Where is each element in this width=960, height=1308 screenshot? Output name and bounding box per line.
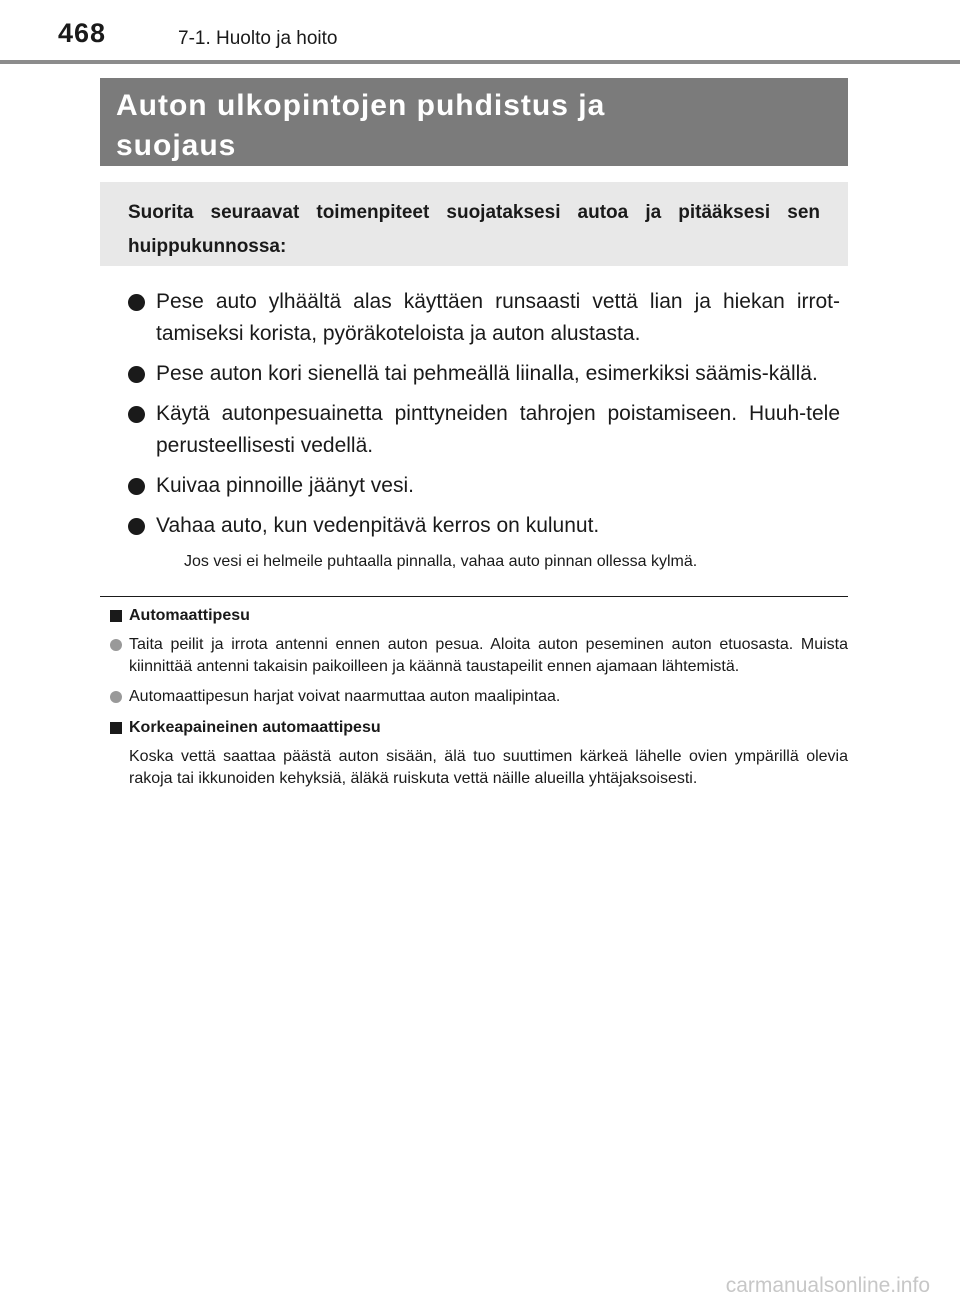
list-item (110, 634, 848, 678)
list-item (128, 358, 840, 390)
section-title-box (100, 78, 848, 166)
square-bullet-icon (110, 722, 122, 734)
note-text: Taita peilit ja irrota antenni ennen auton pesua. Aloita auton peseminen auton etuosasta. Muista kiinnittää antenni takaisin paikoilleen ja käännä taustapeilit ennen ajamaan lähtemistä. (129, 636, 848, 675)
note-heading-auto-wash (110, 604, 848, 628)
list-item (128, 510, 840, 574)
list-item (128, 470, 840, 502)
square-bullet-icon (110, 610, 122, 622)
wax-note: Jos vesi ei helmeile puhtaalla pinnalla, vahaa auto pinnan ollessa kylmä. (184, 553, 698, 570)
note-heading-text: Korkeapaineinen automaattipesu (129, 719, 381, 736)
section-divider (100, 596, 848, 597)
note-heading-high-pressure (110, 716, 848, 740)
header-rule (0, 60, 960, 64)
high-pressure-note-text: Koska vettä saattaa päästä auton sisään, älä tuo suuttimen kärkeä lähelle ovien ympärillä olevia rakoja tai ikkunoiden kehyksiä, äläkä ruiskuta vettä näille alueilla yhtäjaksoisesti. (129, 748, 848, 787)
cleaning-steps-list (128, 286, 840, 582)
note-heading-text: Automaattipesu (129, 607, 250, 624)
page-header (0, 0, 960, 66)
list-item (110, 686, 848, 708)
section-title-line-2: suojaus (116, 129, 237, 162)
list-item (128, 286, 840, 350)
circle-bullet-icon (110, 639, 122, 651)
circle-bullet-icon (110, 691, 122, 703)
bullet-icon (128, 406, 145, 423)
section-title-line-1: Auton ulkopintojen puhdistus ja (116, 89, 606, 122)
bullet-icon (128, 294, 145, 311)
intro-box (100, 182, 848, 266)
section-label: 7-1. Huolto ja hoito (178, 28, 338, 49)
notes-section (110, 604, 848, 790)
step-text: Pese auto ylhäältä alas käyttäen runsaasti vettä lian ja hiekan irrot-tamiseksi korista, pyöräkoteloista ja auton alustasta. (156, 290, 840, 345)
note-text: Automaattipesun harjat voivat naarmuttaa auton maalipintaa. (129, 688, 561, 705)
step-text: Pese auton kori sienellä tai pehmeällä liinalla, esimerkiksi säämis-källä. (156, 362, 818, 385)
watermark-link[interactable]: carmanualsonline.info (725, 1274, 930, 1297)
page-number: 468 (58, 18, 107, 48)
bullet-icon (128, 478, 145, 495)
step-text: Kuivaa pinnoille jäänyt vesi. (156, 474, 414, 497)
step-text: Vahaa auto, kun vedenpitävä kerros on kulunut. (156, 514, 600, 537)
bullet-icon (128, 366, 145, 383)
intro-text: Suorita seuraavat toimenpiteet suojataksesi autoa ja pitääksesi sen huippukunnossa: (128, 202, 820, 257)
bullet-icon (128, 518, 145, 535)
step-text: Käytä autonpesuainetta pinttyneiden tahrojen poistamiseen. Huuh-tele perusteellisesti vedellä. (156, 402, 840, 457)
list-item (128, 398, 840, 462)
